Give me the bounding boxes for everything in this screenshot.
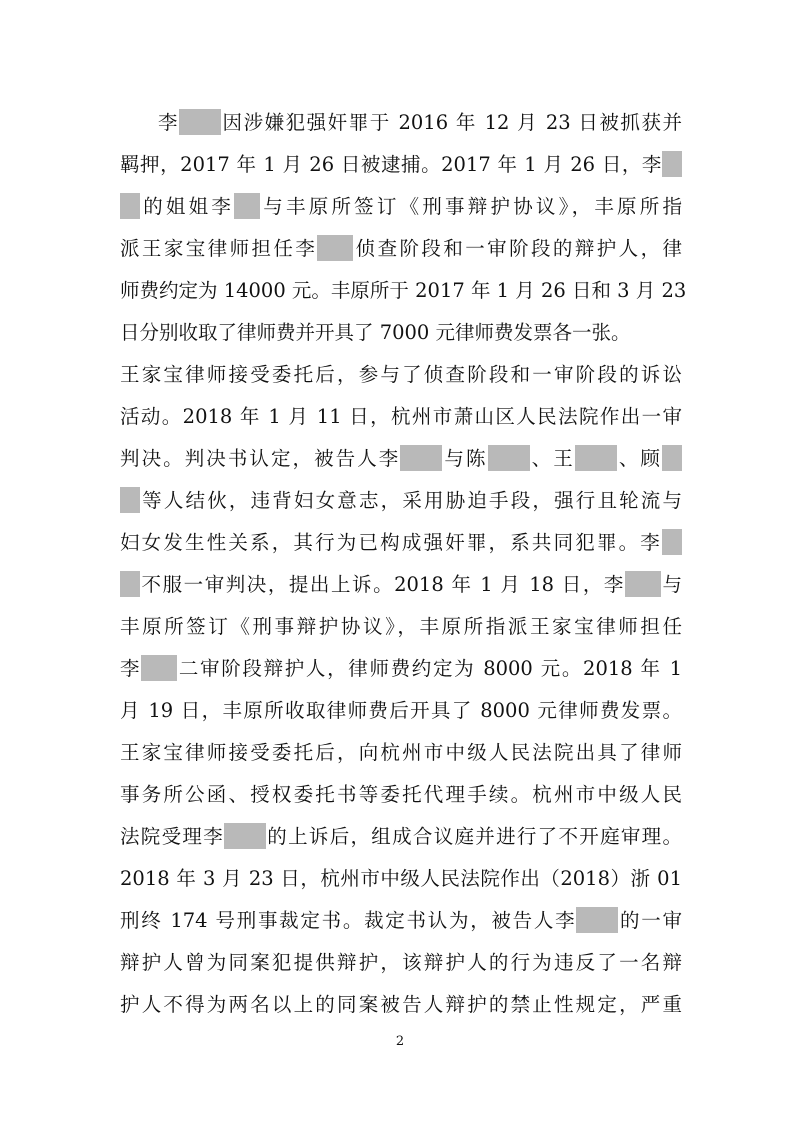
redaction-block	[662, 529, 682, 555]
redaction-block	[120, 487, 140, 513]
paragraph-line: 师费约定为 14000 元。丰原所于 2017 年 1 月 26 日和 3 月 23	[120, 279, 687, 302]
paragraph-line: 王家宝律师接受委托后，参与了侦查阶段和一审阶段的诉讼	[120, 363, 682, 386]
redaction-block	[662, 445, 682, 471]
redaction-block	[234, 193, 260, 219]
paragraph-line: 丰原所签订《刑事辩护协议》，丰原所指派王家宝律师担任	[120, 615, 682, 638]
redaction-block	[141, 655, 177, 681]
redaction-block	[662, 151, 682, 177]
paragraph-line: 等人结伙，违背妇女意志，采用胁迫手段，强行且轮流与	[120, 479, 682, 523]
redaction-block	[625, 571, 661, 597]
paragraph-line: 2018 年 3 月 23 日，杭州市中级人民法院作出（2018）浙 01	[120, 867, 682, 890]
page-number: 2	[395, 1034, 405, 1049]
redaction-block	[224, 823, 266, 849]
paragraph-line: 不服一审判决，提出上诉。2018 年 1 月 18 日，李 与	[120, 563, 682, 607]
paragraph-line: 羁押，2017 年 1 月 26 日被逮捕。2017 年 1 月 26 日，李	[120, 143, 682, 187]
paragraph-line: 的姐姐李 与丰原所签订《刑事辩护协议》，丰原所指	[120, 185, 682, 229]
paragraph-line: 判决。判决书认定，被告人李 与陈 、王 、顾	[120, 437, 682, 481]
paragraph-line: 妇女发生性关系，其行为已构成强奸罪，系共同犯罪。李	[120, 521, 682, 565]
redaction-block	[575, 445, 617, 471]
paragraph-line: 辩护人曾为同案犯提供辩护，该辩护人的行为违反了一名辩	[120, 951, 682, 974]
paragraph-line: 月 19 日，丰原所收取律师费后开具了 8000 元律师费发票。	[120, 699, 682, 722]
redaction-block	[400, 445, 442, 471]
paragraph-line: 法院受理李 的上诉后，组成合议庭并进行了不开庭审理。	[120, 815, 682, 859]
redaction-block	[576, 907, 618, 933]
redaction-block	[317, 235, 353, 261]
paragraph-line: 活动。2018 年 1 月 11 日，杭州市萧山区人民法院作出一审	[120, 405, 682, 428]
paragraph-line: 事务所公函、授权委托书等委托代理手续。杭州市中级人民	[120, 783, 682, 806]
paragraph-line: 李 二审阶段辩护人，律师费约定为 8000 元。2018 年 1	[120, 647, 682, 691]
paragraph-line: 派王家宝律师担任李 侦查阶段和一审阶段的辩护人，律	[120, 227, 682, 271]
paragraph-line: 刑终 174 号刑事裁定书。裁定书认为，被告人李 的一审	[120, 899, 682, 943]
paragraph-line: 护人不得为两名以上的同案被告人辩护的禁止性规定，严重	[120, 993, 682, 1016]
redaction-block	[120, 193, 140, 219]
paragraph-line: 日分别收取了律师费并开具了 7000 元律师费发票各一张。	[120, 321, 631, 344]
redaction-block	[179, 109, 221, 135]
redaction-block	[120, 571, 140, 597]
redaction-block	[488, 445, 530, 471]
paragraph-line: 李 因涉嫌犯强奸罪于 2016 年 12 月 23 日被抓获并	[158, 101, 682, 145]
paragraph-line: 王家宝律师接受委托后，向杭州市中级人民法院出具了律师	[120, 741, 682, 764]
